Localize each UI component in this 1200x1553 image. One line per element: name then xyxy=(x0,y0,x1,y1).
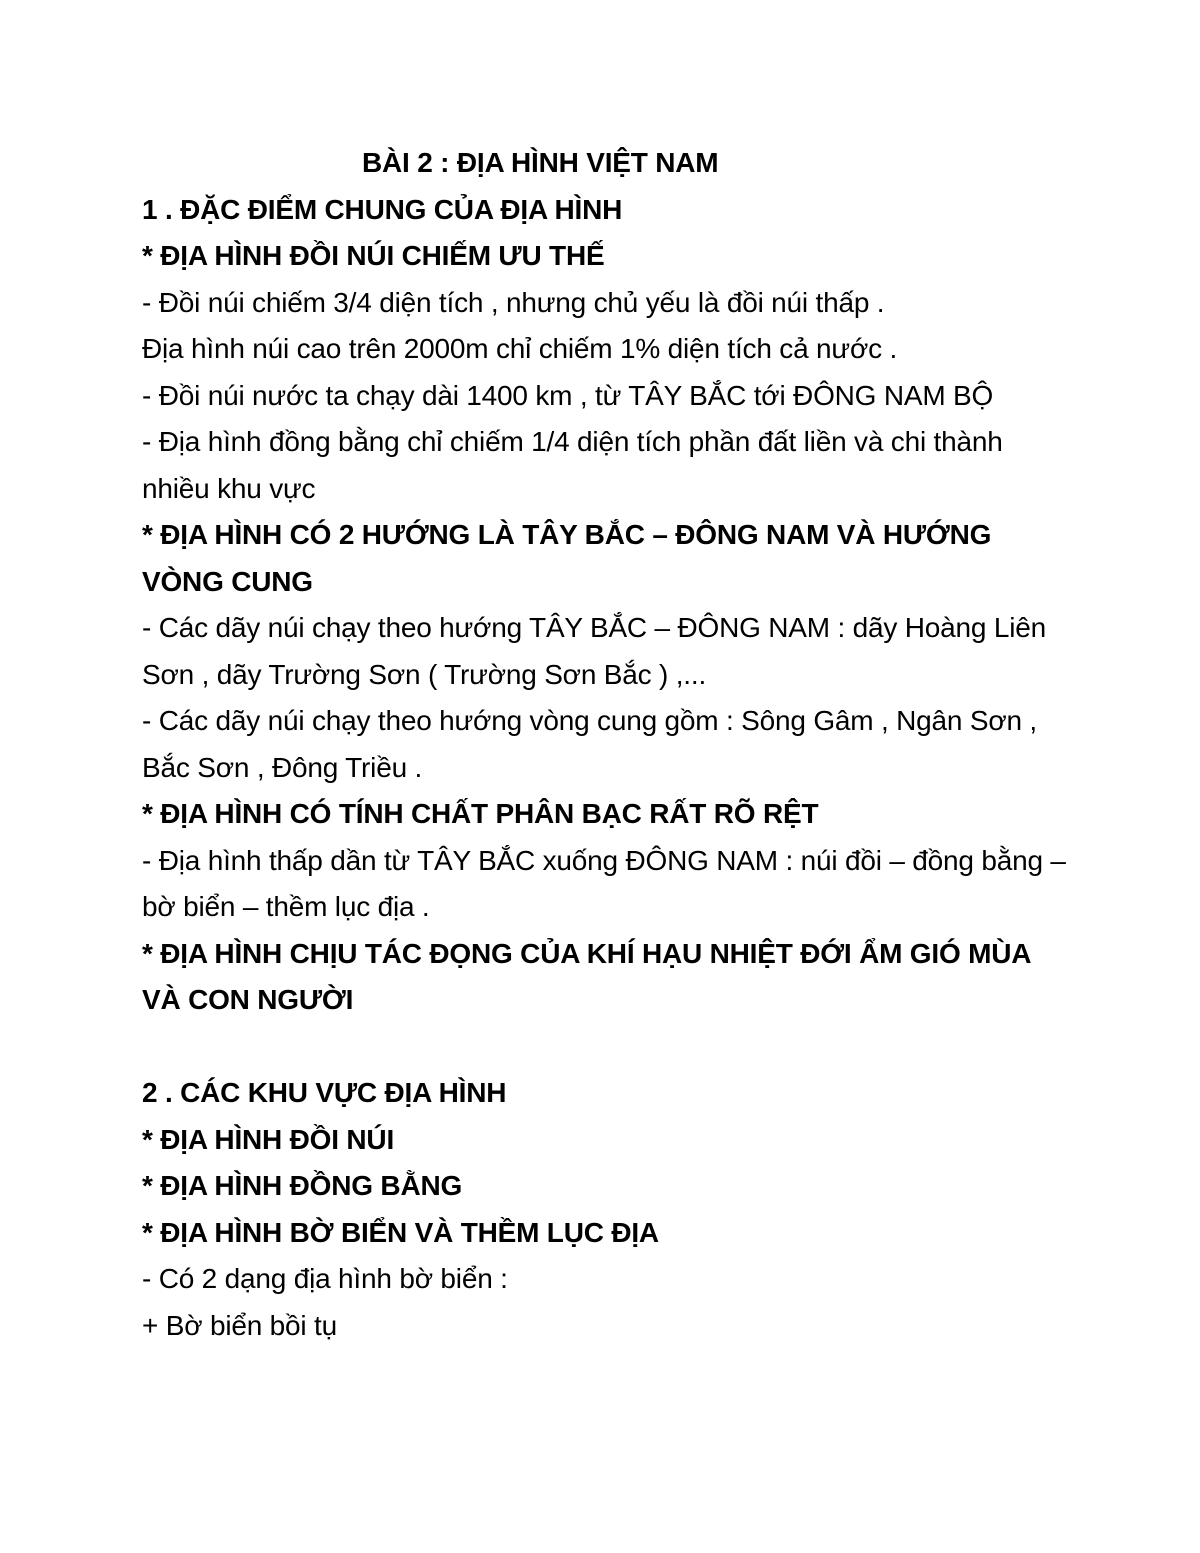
subheading-stratification: * ĐỊA HÌNH CÓ TÍNH CHẤT PHÂN BẠC RẤT RÕ RỆT xyxy=(142,798,819,829)
paragraph: - Địa hình đồng bằng chỉ chiếm 1/4 diện tích phần đất liền và chi thành nhiều khu vực xyxy=(142,426,1003,504)
blank-line xyxy=(142,1024,1072,1071)
subheading-hills-mountains-region: * ĐỊA HÌNH ĐỒI NÚI xyxy=(142,1123,395,1155)
paragraph: - Các dãy núi chạy theo hướng TÂY BẮC – ĐÔNG NAM : dãy Hoàng Liên Sơn , dãy Trường Sơn ( Trường Sơn Bắc ) ,... xyxy=(142,612,1046,690)
document-title: BÀI 2 : ĐỊA HÌNH VIỆT NAM xyxy=(362,147,719,178)
paragraph: Địa hình núi cao trên 2000m chỉ chiếm 1% diện tích cả nước . xyxy=(142,333,898,364)
paragraph: - Địa hình thấp dần từ TÂY BẮC xuống ĐÔNG NAM : núi đồi – đồng bằng – bờ biển – thềm lục địa . xyxy=(142,844,1066,922)
subheading-two-directions: * ĐỊA HÌNH CÓ 2 HƯỚNG LÀ TÂY BẮC – ĐÔNG NAM VÀ HƯỚNG VÒNG CUNG xyxy=(142,519,992,597)
subheading-coast-shelf-region: * ĐỊA HÌNH BỜ BIỂN VÀ THỀM LỤC ĐỊA xyxy=(142,1216,659,1248)
subheading-plains-region: * ĐỊA HÌNH ĐỒNG BẰNG xyxy=(142,1170,463,1201)
section-1-heading: 1 . ĐẶC ĐIỂM CHUNG CỦA ĐỊA HÌNH xyxy=(142,193,623,225)
subheading-hills-mountains: * ĐỊA HÌNH ĐỒI NÚI CHIẾM ƯU THẾ xyxy=(142,240,605,271)
paragraph: - Có 2 dạng địa hình bờ biển : xyxy=(142,1263,508,1294)
paragraph: - Các dãy núi chạy theo hướng vòng cung gồm : Sông Gâm , Ngân Sơn , Bắc Sơn , Đông Triều . xyxy=(142,705,1038,783)
paragraph: - Đồi núi chiếm 3/4 diện tích , nhưng chủ yếu là đồi núi thấp . xyxy=(142,286,885,318)
paragraph: + Bờ biển bồi tụ xyxy=(142,1309,337,1341)
subheading-climate-impact: * ĐỊA HÌNH CHỊU TÁC ĐỌNG CỦA KHÍ HẠU NHIỆT ĐỚI ẨM GIÓ MÙA VÀ CON NGƯỜI xyxy=(142,937,1031,1015)
section-2-heading: 2 . CÁC KHU VỰC ĐỊA HÌNH xyxy=(142,1077,507,1108)
document-body xyxy=(142,140,1072,1349)
paragraph: - Đồi núi nước ta chạy dài 1400 km , từ TÂY BẮC tới ĐÔNG NAM BỘ xyxy=(142,379,994,411)
